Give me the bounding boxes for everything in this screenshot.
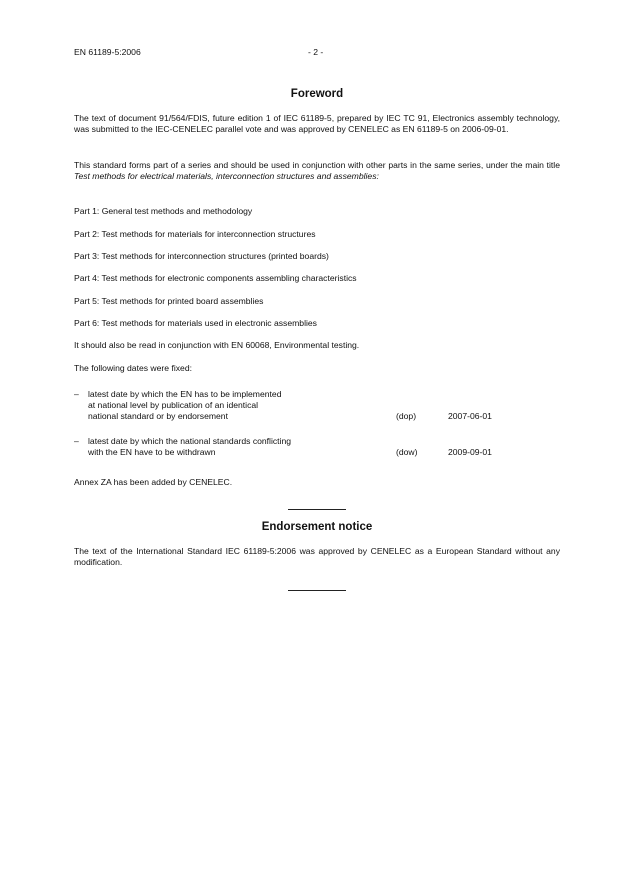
date-value: 2007-06-01 xyxy=(448,411,492,421)
part-item: Part 5: Test methods for printed board assemblies xyxy=(74,296,264,306)
foreword-paragraph-2 xyxy=(74,160,560,181)
endorsement-title: Endorsement notice xyxy=(261,521,373,533)
date-description-line: with the EN have to be withdrawn xyxy=(88,447,216,457)
series-text: This standard forms part of a series and should be used in conjunction with other parts in the same series, under the main title xyxy=(74,160,560,170)
date-description-line: latest date by which the national standards conflicting xyxy=(88,436,292,446)
part-item: Part 2: Test methods for materials for interconnection structures xyxy=(74,229,316,239)
foreword-title: Foreword xyxy=(290,88,344,100)
date-abbreviation: (dow) xyxy=(396,447,418,457)
part-item: Part 4: Test methods for electronic components assembling characteristics xyxy=(74,273,357,283)
foreword-paragraph-1: The text of document 91/564/FDIS, future edition 1 of IEC 61189-5, prepared by IEC TC 91, Electronics assembly technology, was submitted to the IEC-CENELEC parallel vote and was approved by CENELEC as EN 61189-5 on 2006-09-01. xyxy=(74,113,560,134)
page-number: - 2 - xyxy=(308,47,324,57)
series-title: Test methods for electrical materials, interconnection structures and assemblies: xyxy=(74,170,379,181)
list-dash: – xyxy=(74,436,79,446)
date-description-line: at national level by publication of an identical xyxy=(88,400,259,410)
date-description-line: latest date by which the EN has to be implemented xyxy=(88,389,282,399)
document-id: EN 61189-5:2006 xyxy=(74,47,141,57)
annex-note: Annex ZA has been added by CENELEC. xyxy=(74,477,233,487)
part-item: Part 1: General test methods and methodology xyxy=(74,206,253,216)
section-divider xyxy=(288,509,346,510)
date-abbreviation: (dop) xyxy=(396,411,417,421)
date-value: 2009-09-01 xyxy=(448,447,492,457)
page-header xyxy=(74,47,560,59)
part-item: Part 6: Test methods for materials used in electronic assemblies xyxy=(74,318,317,328)
list-dash: – xyxy=(74,389,79,399)
endorsement-text: The text of the International Standard IEC 61189-5:2006 was approved by CENELEC as a European Standard without any modification. xyxy=(74,546,560,567)
dates-intro: The following dates were fixed: xyxy=(74,363,192,373)
part-item: Part 3: Test methods for interconnection structures (printed boards) xyxy=(74,251,329,261)
section-divider xyxy=(288,590,346,591)
date-description-line: national standard or by endorsement xyxy=(88,411,228,421)
conjunction-note: It should also be read in conjunction with EN 60068, Environmental testing. xyxy=(74,340,360,350)
